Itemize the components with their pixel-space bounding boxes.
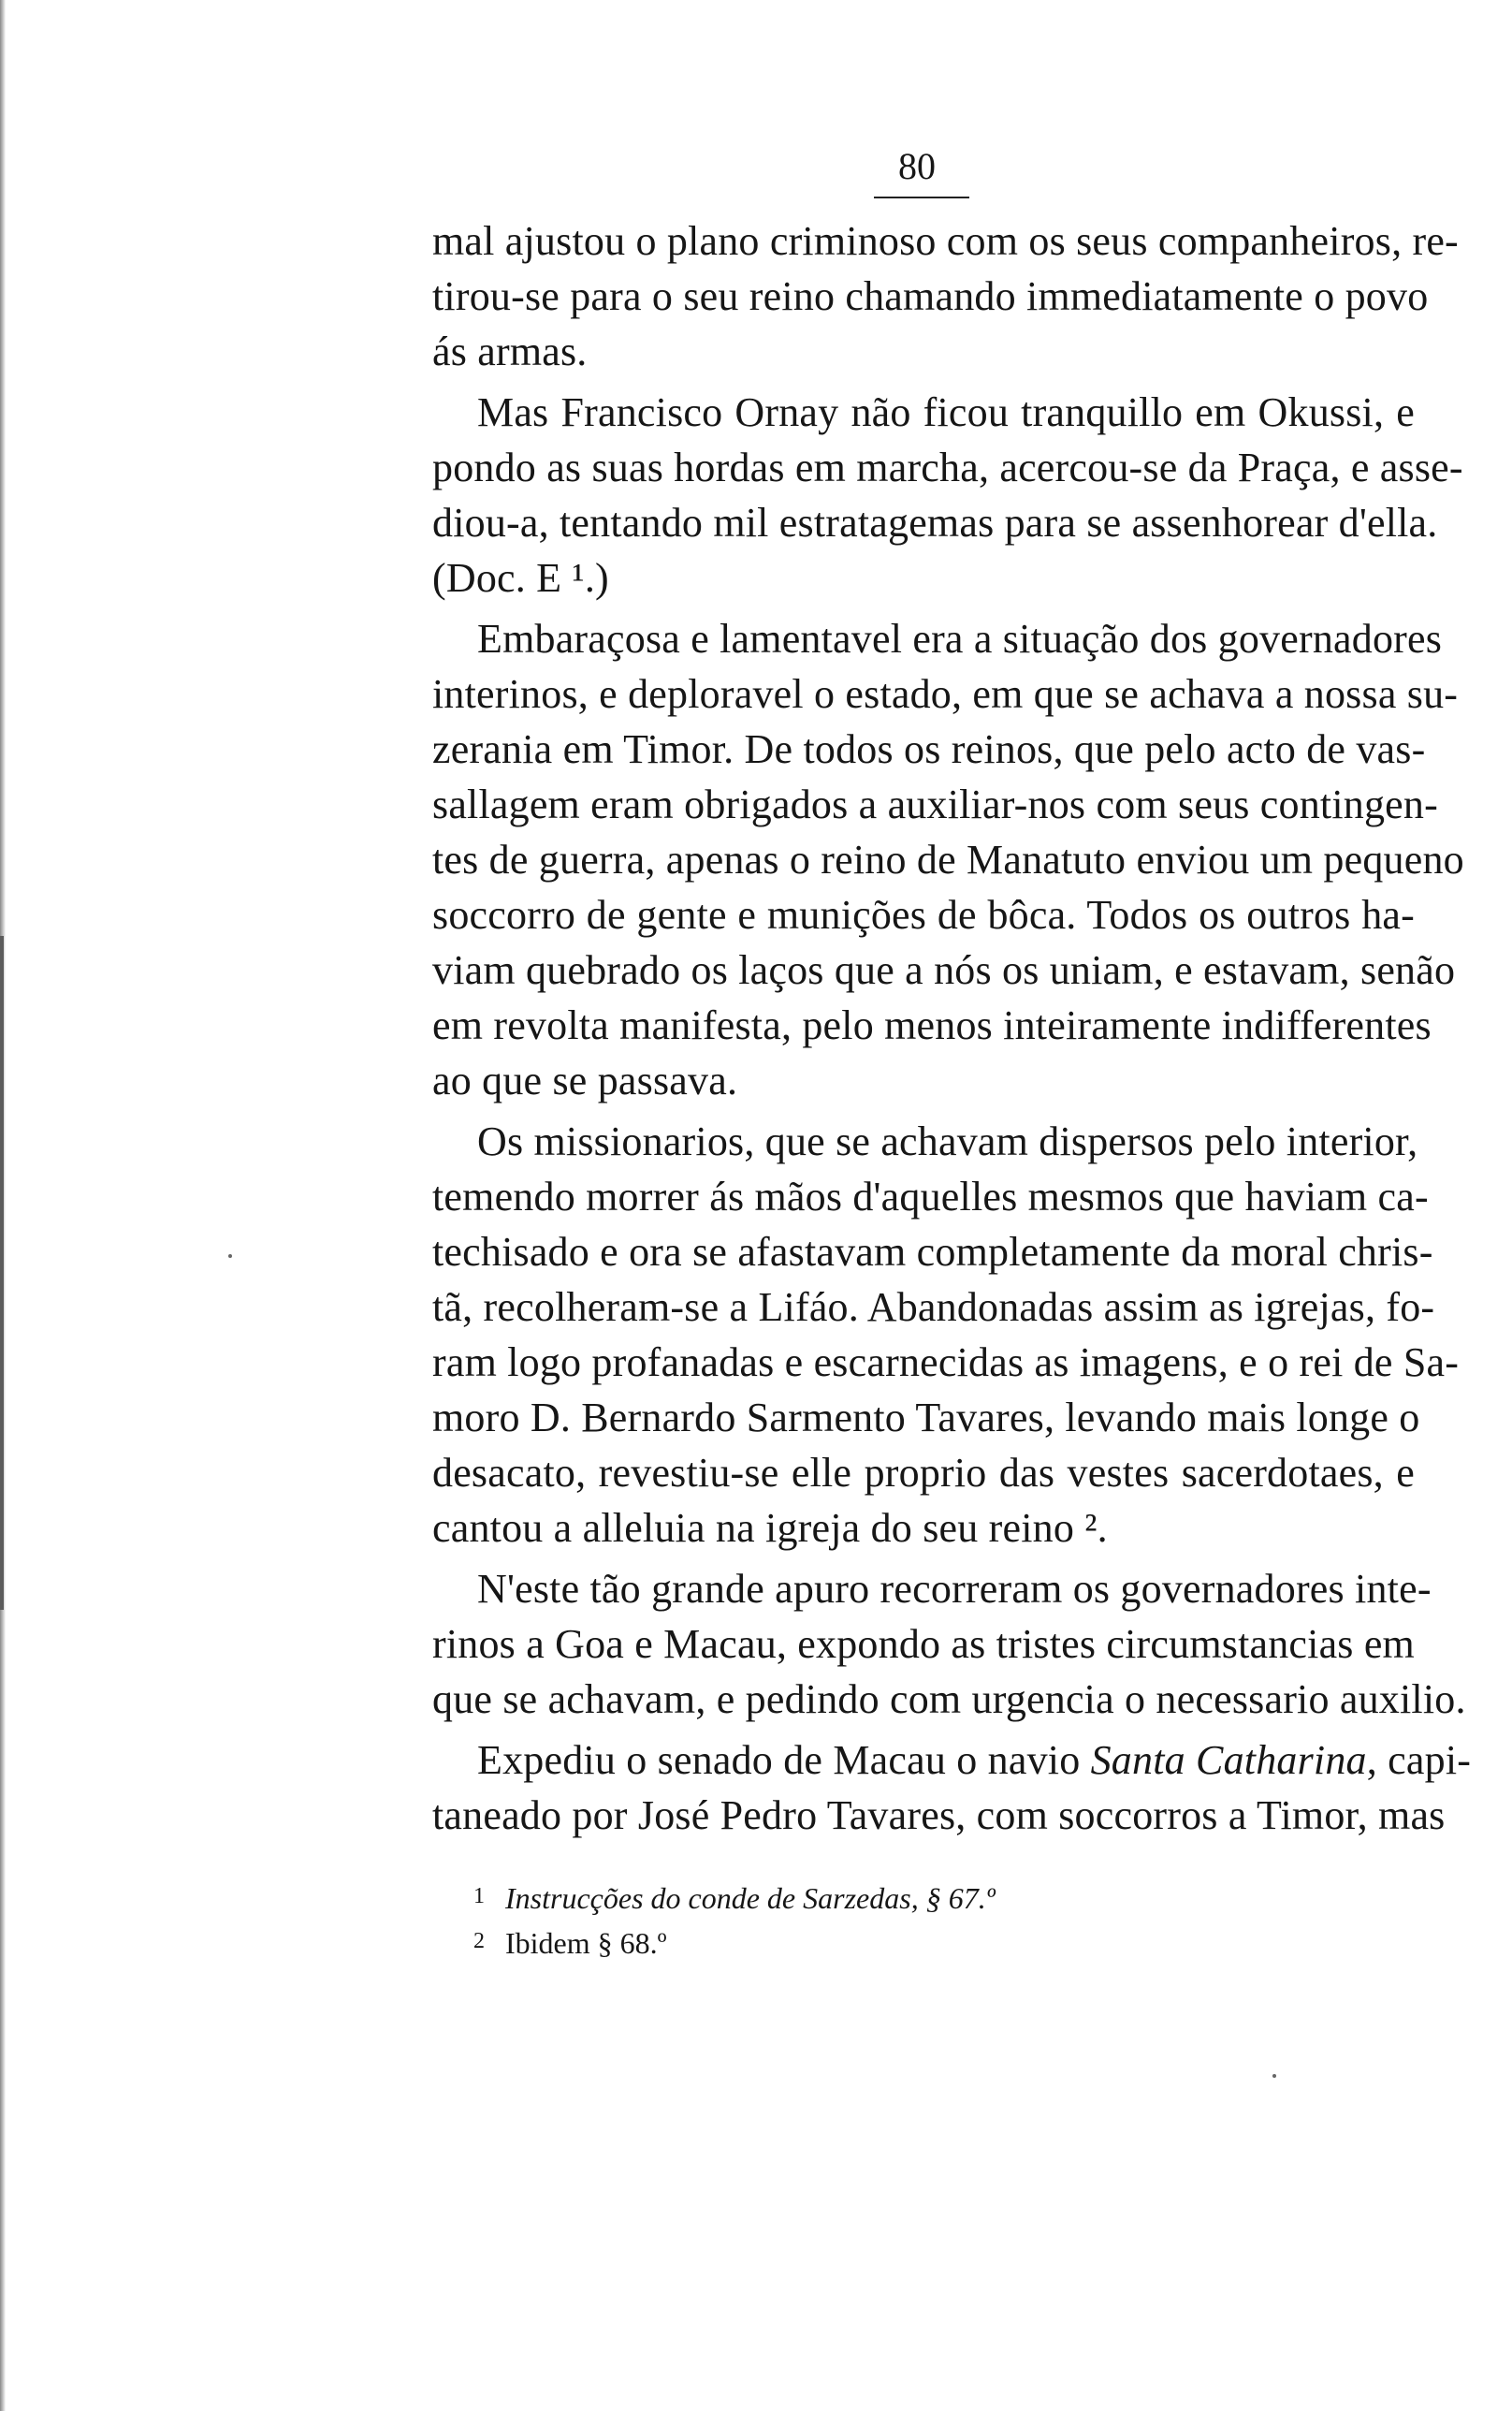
text-line: diou-a, tentando mil estratagemas para se assenhorear d'ella. xyxy=(432,500,1438,546)
paragraph-first-line xyxy=(432,1732,1472,1788)
text-line: ram logo profanadas e escarnecidas as imagens, e o rei de Sa- xyxy=(432,1339,1460,1385)
page-binding-mark xyxy=(0,936,4,1610)
text-line: interinos, e deploravel o estado, em que se achava a nossa su- xyxy=(432,671,1459,717)
ship-name: Santa Catharina xyxy=(1090,1737,1367,1783)
text-line: soccorro de gente e munições de bôca. Todos os outros ha- xyxy=(432,892,1415,938)
page-number-rule xyxy=(874,197,969,198)
text-line: viam quebrado os laços que a nós os uniam, e estavam, senão xyxy=(432,947,1456,993)
text-line: tirou-se para o seu reino chamando immediatamente o povo xyxy=(432,273,1429,319)
text-run: , capi- xyxy=(1366,1737,1472,1783)
paragraph-first-line: N'este tão grande apuro recorreram os governadores inte- xyxy=(477,1566,1432,1612)
text-line: ao que se passava. xyxy=(432,1058,738,1103)
paper-speck xyxy=(1272,2074,1276,2078)
text-line: zerania em Timor. De todos os reinos, que pelo acto de vas- xyxy=(432,726,1426,772)
text-line: tã, recolheram-se a Lifáo. Abandonadas assim as igrejas, fo- xyxy=(432,1284,1435,1330)
text-line: taneado por José Pedro Tavares, com soccorros a Timor, mas xyxy=(432,1792,1446,1838)
page-number: 80 xyxy=(898,145,936,187)
text-run: Expediu o senado de Macau o navio xyxy=(477,1737,1091,1783)
footnote xyxy=(473,1919,1316,1964)
footnote-text: Ibidem § 68.º xyxy=(505,1926,667,1960)
footnote-text: Instrucções do conde de Sarzedas, § 67.º xyxy=(505,1881,996,1915)
text-line: ás armas. xyxy=(432,329,588,374)
text-line: sallagem eram obrigados a auxiliar-nos com seus contingen- xyxy=(432,782,1438,827)
body-text xyxy=(432,213,1472,1843)
text-line: desacato, revestiu-se elle proprio das vestes sacerdotaes, e xyxy=(432,1450,1415,1496)
text-line: mal ajustou o plano criminoso com os seus companheiros, re- xyxy=(432,218,1459,264)
text-line: rinos a Goa e Macau, expondo as tristes circumstancias em xyxy=(432,1621,1415,1667)
text-line: em revolta manifesta, pelo menos inteiramente indifferentes xyxy=(432,1002,1432,1048)
paragraph-first-line: Embaraçosa e lamentavel era a situação dos governadores xyxy=(477,616,1443,662)
text-line: cantou a alleluia na igreja do seu reino ². xyxy=(432,1505,1108,1551)
text-line: techisado e ora se afastavam completamente da moral chris- xyxy=(432,1229,1433,1275)
text-line: temendo morrer ás mãos d'aquelles mesmos que haviam ca- xyxy=(432,1174,1429,1220)
footnote-marker: 1 xyxy=(473,1884,485,1908)
footnote-marker: 2 xyxy=(473,1929,485,1953)
paper-speck xyxy=(228,1254,232,1258)
footnote xyxy=(473,1874,1316,1919)
text-line: tes de guerra, apenas o reino de Manatuto enviou um pequeno xyxy=(432,837,1464,883)
text-line: (Doc. E ¹.) xyxy=(432,555,609,601)
paragraph-first-line: Os missionarios, que se achavam dispersos pelo interior, xyxy=(477,1118,1418,1164)
footnotes xyxy=(473,1874,1316,1964)
text-line: moro D. Bernardo Sarmento Tavares, levando mais longe o xyxy=(432,1395,1420,1440)
paragraph-first-line: Mas Francisco Ornay não ficou tranquillo em Okussi, e xyxy=(477,389,1415,435)
text-line: pondo as suas hordas em marcha, acercou-se da Praça, e asse- xyxy=(432,445,1463,490)
text-line: que se achavam, e pedindo com urgencia o necessario auxilio. xyxy=(432,1676,1466,1722)
